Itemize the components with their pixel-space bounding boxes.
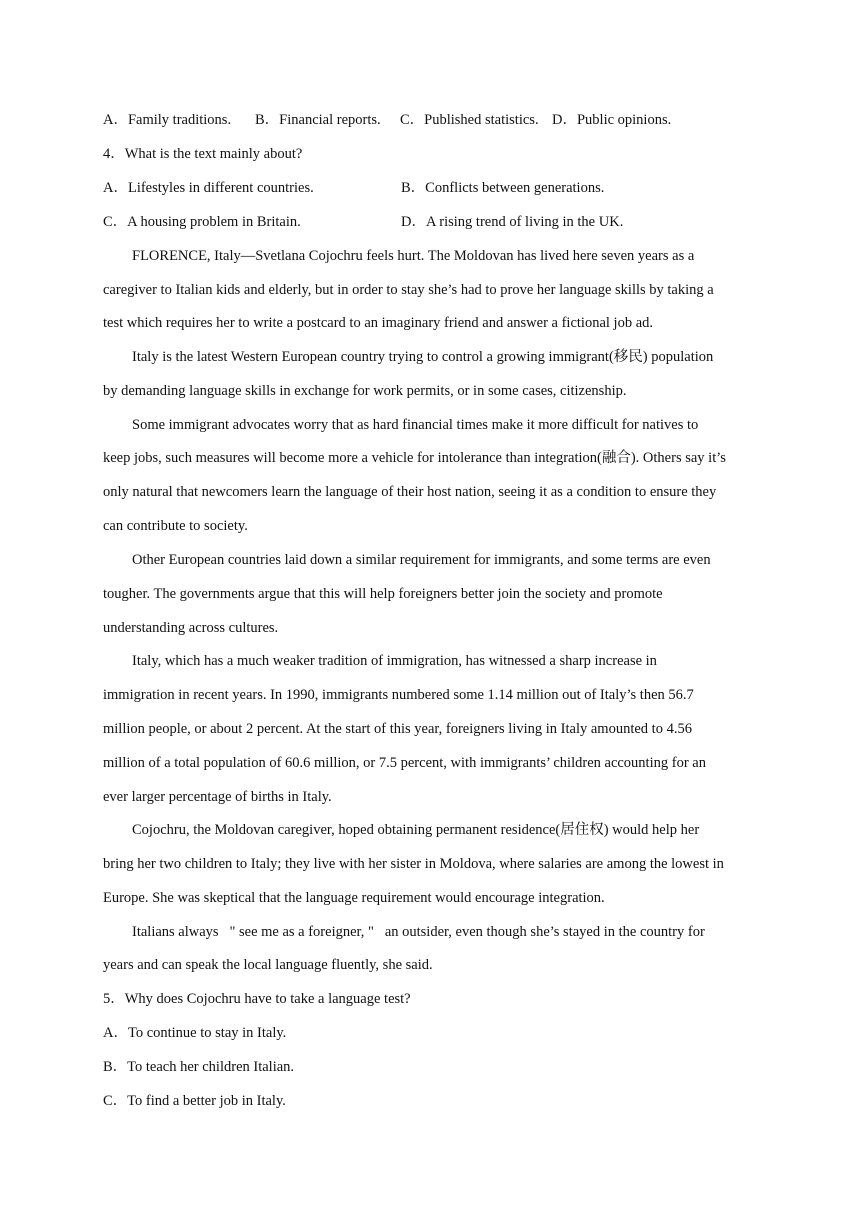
passage-line: Italy is the latest Western European country trying to control a growing immigrant(移民) population: [132, 349, 714, 365]
passage-line: FLORENCE, Italy—Svetlana Cojochru feels hurt. The Moldovan has lived here seven years as a: [132, 248, 695, 264]
passage-line: by demanding language skills in exchange for work permits, or in some cases, citizenship.: [103, 383, 627, 399]
passage-line: can contribute to society.: [103, 518, 248, 534]
passage-line: Italians always " see me as a foreigner, " an outsider, even though she’s stayed in the country for: [132, 924, 705, 940]
passage-line: years and can speak the local language fluently, she said.: [103, 957, 433, 973]
passage-line: Cojochru, the Moldovan caregiver, hoped obtaining permanent residence(居住权) would help her: [132, 822, 700, 838]
q3-option-c: C．Published statistics.: [400, 112, 539, 128]
q4-option-d: D．A rising trend of living in the UK.: [401, 214, 624, 230]
passage-line: tougher. The governments argue that this will help foreigners better join the society and promote: [103, 586, 663, 602]
passage-line: Italy, which has a much weaker tradition of immigration, has witnessed a sharp increase in: [132, 653, 657, 669]
q4-option-a: A．Lifestyles in different countries.: [103, 180, 314, 196]
passage-line: caregiver to Italian kids and elderly, but in order to stay she’s had to prove her language skills by taking a: [103, 282, 714, 298]
q3-options-row: [103, 110, 763, 130]
passage-line: immigration in recent years. In 1990, immigrants numbered some 1.14 million out of Italy’s then 56.7: [103, 687, 694, 703]
passage-line: million people, or about 2 percent. At the start of this year, foreigners living in Italy amounted to 4.56: [103, 721, 692, 737]
passage-line: only natural that newcomers learn the language of their host nation, seeing it as a condition to ensure they: [103, 484, 717, 500]
q5-option-c: C．To find a better job in Italy.: [103, 1093, 286, 1109]
q4-stem: 4．What is the text mainly about?: [103, 146, 303, 162]
passage-line: bring her two children to Italy; they live with her sister in Moldova, where salaries are among the lowest in: [103, 856, 724, 872]
passage-line: understanding across cultures.: [103, 620, 279, 636]
q5-stem: 5．Why does Cojochru have to take a language test?: [103, 991, 411, 1007]
passage-line: Europe. She was skeptical that the language requirement would encourage integration.: [103, 890, 605, 906]
q3-option-b: B．Financial reports.: [255, 112, 381, 128]
passage-line: keep jobs, such measures will become more a vehicle for intolerance than integration(融合). Others say it’s: [103, 450, 726, 466]
q3-option-a: A．Family traditions.: [103, 112, 232, 128]
q5-option-b: B．To teach her children Italian.: [103, 1059, 295, 1075]
q3-option-d: D．Public opinions.: [552, 112, 672, 128]
passage-line: million of a total population of 60.6 million, or 7.5 percent, with immigrants’ children accounting for an: [103, 755, 706, 771]
passage-line: Some immigrant advocates worry that as hard financial times make it more difficult for natives to: [132, 417, 699, 433]
passage-line: test which requires her to write a postcard to an imaginary friend and answer a fictional job ad.: [103, 315, 654, 331]
passage-line: ever larger percentage of births in Italy.: [103, 789, 332, 805]
passage-line: Other European countries laid down a similar requirement for immigrants, and some terms are even: [132, 552, 711, 568]
q4-options-row-2: [103, 212, 763, 232]
q4-options-row-1: [103, 178, 763, 198]
q4-option-c: C．A housing problem in Britain.: [103, 214, 301, 230]
q4-option-b: B．Conflicts between generations.: [401, 180, 605, 196]
q5-option-a: A．To continue to stay in Italy.: [103, 1025, 287, 1041]
